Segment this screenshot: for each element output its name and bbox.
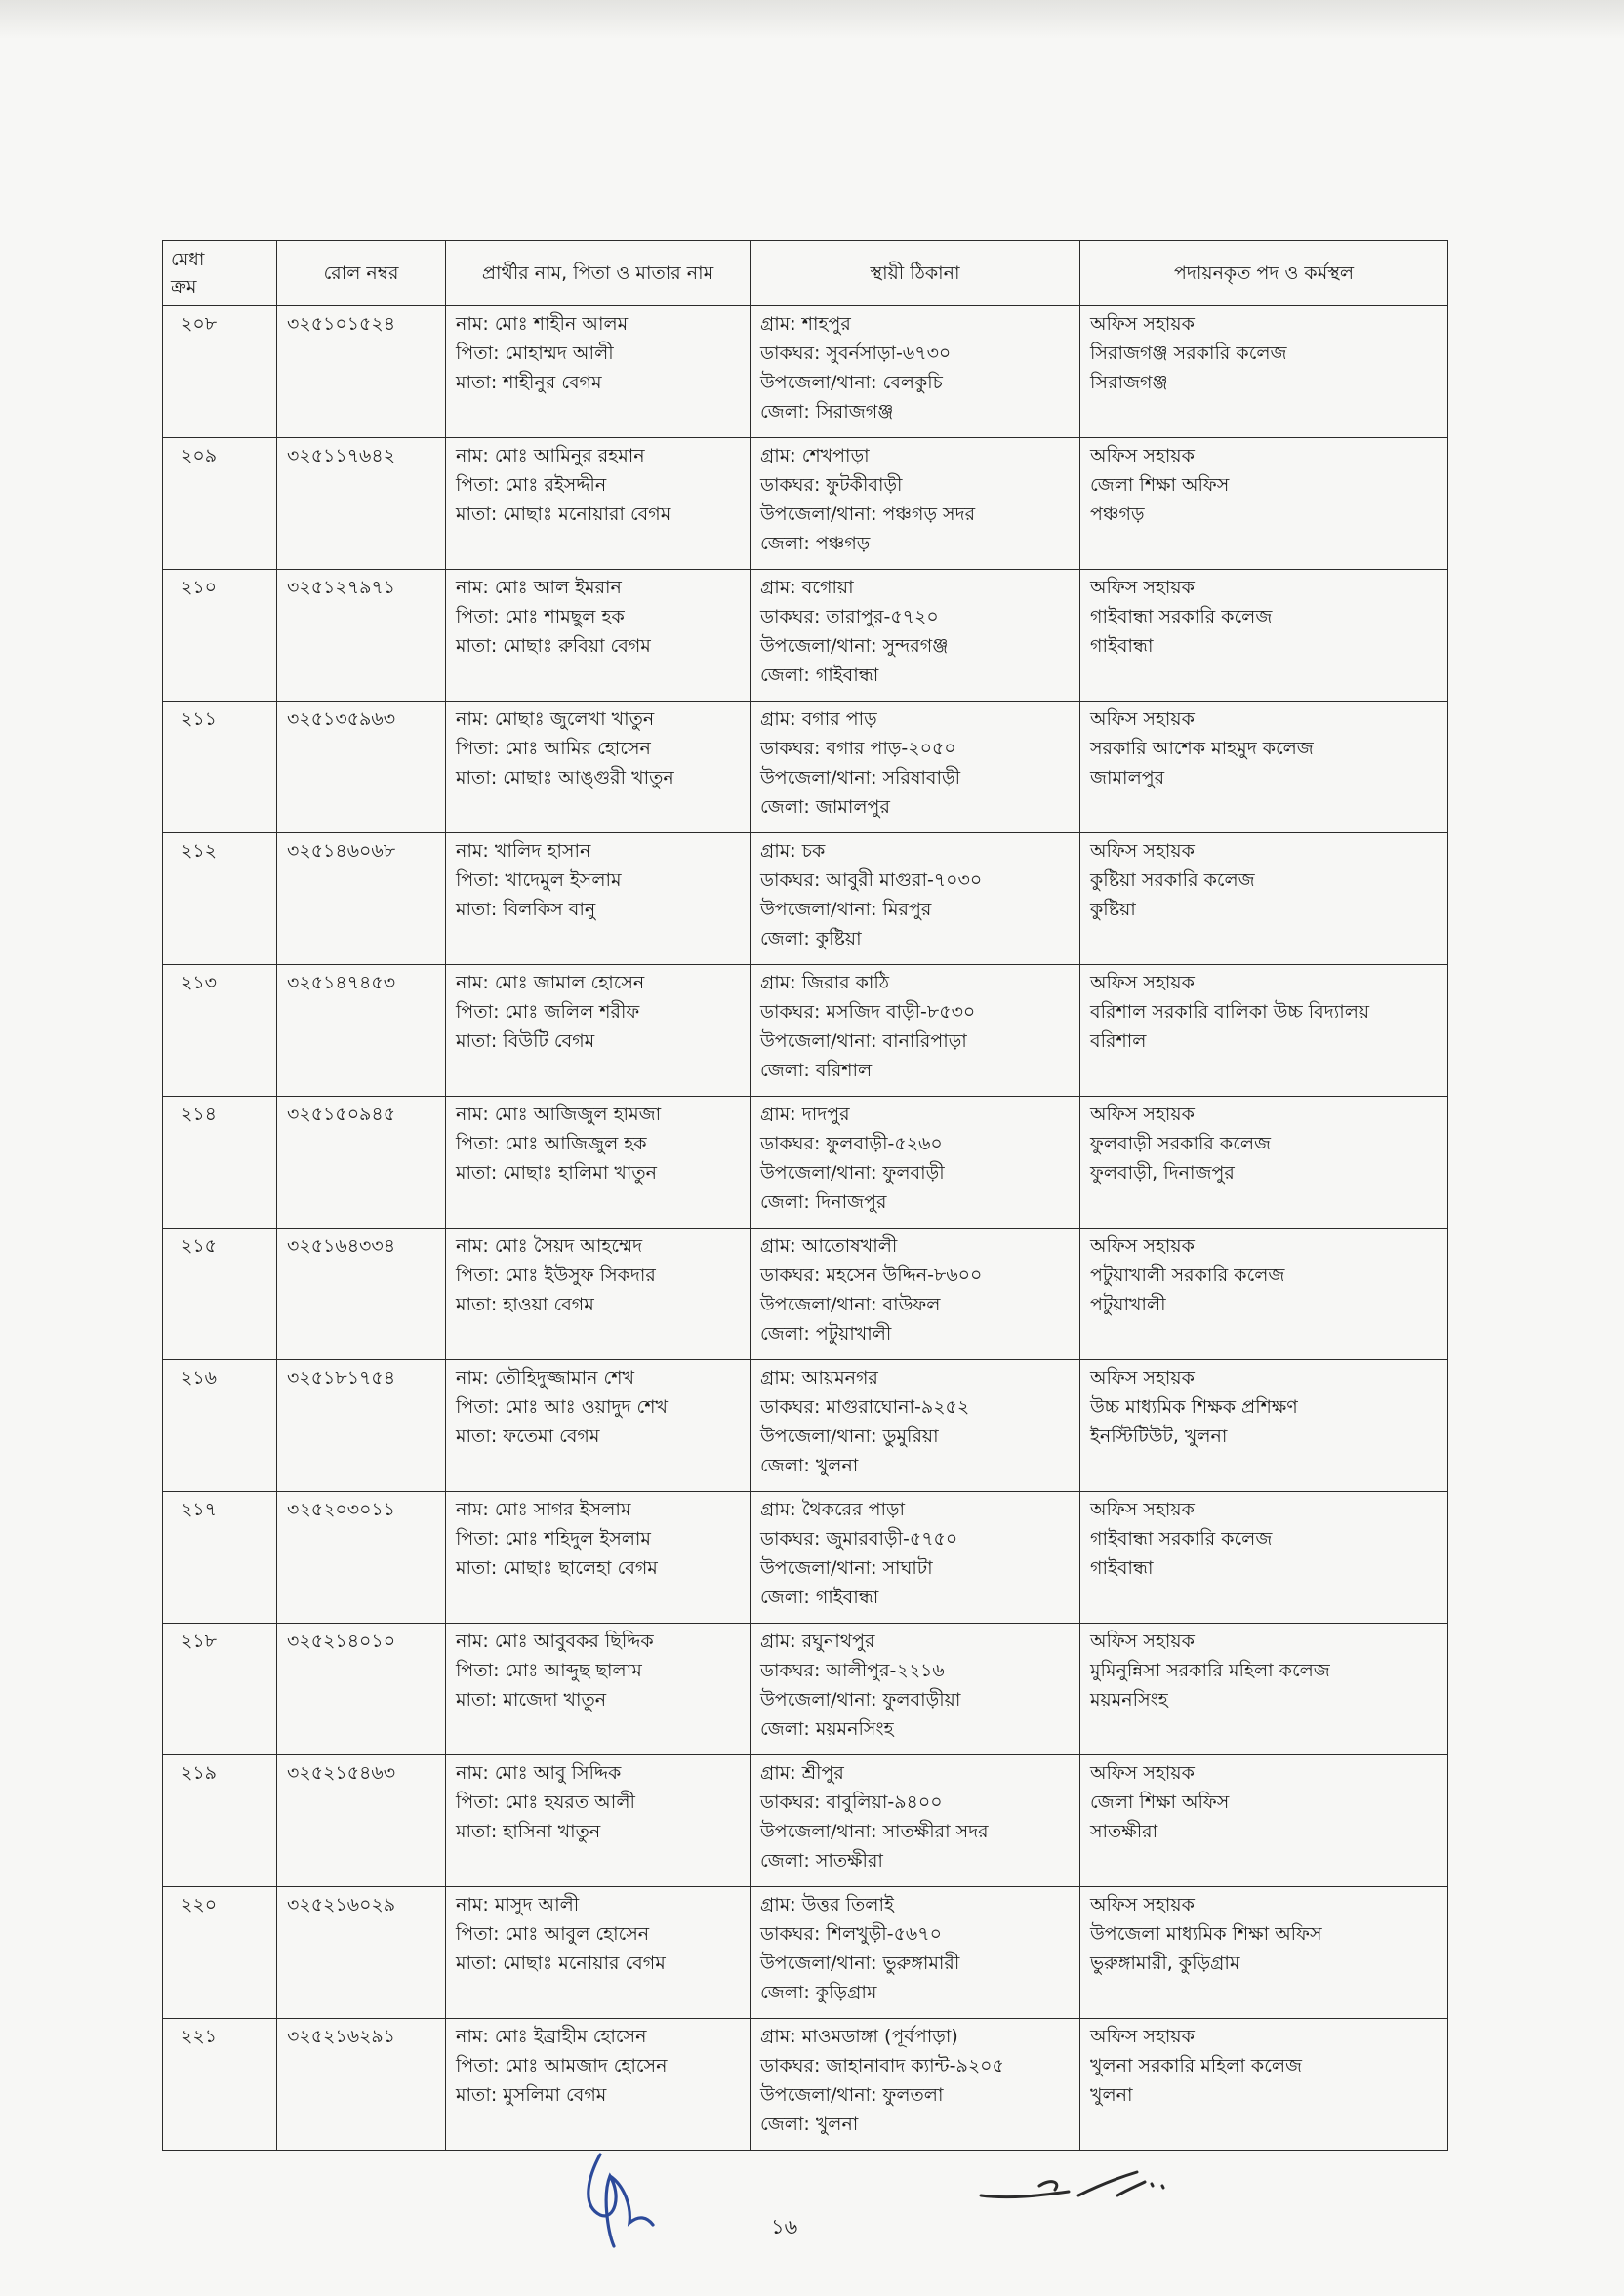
address-upazila: উপজেলা/থানা: পঞ্চগড় সদর — [760, 504, 976, 525]
address-district: জেলা: কুড়িগ্রাম — [760, 1982, 877, 2003]
address-village: গ্রাম: বগোয়া — [760, 577, 854, 598]
address-post-office: ডাকঘর: আলীপুর-২২১৬ — [760, 1660, 945, 1681]
roll-number: ৩২৫১২৭৯৭১ — [287, 577, 396, 598]
address-village: গ্রাম: শেখপাড়া — [760, 445, 870, 466]
roll-number: ৩২৫২১৬০২৯ — [287, 1894, 396, 1915]
signature-right — [971, 2156, 1176, 2225]
merit-cell — [163, 1755, 277, 1887]
mother-name: মাতা: ফতেমা বেগম — [456, 1426, 600, 1447]
posting-office: মুমিনুন্নিসা সরকারি মহিলা কলেজ — [1090, 1660, 1330, 1681]
posting-post: অফিস সহায়ক — [1090, 2026, 1195, 2047]
posting-location: জামালপুর — [1090, 767, 1165, 788]
candidate-cell — [446, 1755, 751, 1887]
roll-number: ৩২৫২১৫৪৬৩ — [287, 1762, 396, 1784]
roll-cell — [277, 438, 446, 570]
mother-name: মাতা: শাহীনুর বেগম — [456, 372, 602, 393]
merit-number: ২০৮ — [181, 313, 218, 335]
table-row — [163, 1097, 1448, 1229]
address-post-office: ডাকঘর: জুমারবাড়ী-৫৭৫০ — [760, 1528, 958, 1550]
roll-cell — [277, 1097, 446, 1229]
mother-name: মাতা: বিলকিস বানু — [456, 899, 596, 920]
merit-number: ২১০ — [181, 577, 218, 598]
posting-location: কুষ্টিয়া — [1090, 899, 1136, 920]
address-district: জেলা: পঞ্চগড় — [760, 533, 871, 554]
address-upazila: উপজেলা/থানা: বানারিপাড়া — [760, 1030, 967, 1052]
posting-cell — [1080, 965, 1448, 1097]
page-number: ১৬ — [771, 2215, 798, 2238]
candidate-name: নাম: মোঃ আল ইমরান — [456, 577, 622, 598]
address-village: গ্রাম: রঘুনাথপুর — [760, 1631, 875, 1652]
roll-cell — [277, 965, 446, 1097]
posting-office: কুষ্টিয়া সরকারি কলেজ — [1090, 869, 1255, 891]
address-cell — [751, 965, 1080, 1097]
header-address: স্থায়ী ঠিকানা — [751, 241, 1080, 306]
table-row — [163, 306, 1448, 438]
merit-cell — [163, 438, 277, 570]
father-name: পিতা: মোঃ আমজাদ হোসেন — [456, 2055, 668, 2076]
father-name: পিতা: মোঃ আব্দুছ ছালাম — [456, 1660, 642, 1681]
roll-cell — [277, 702, 446, 833]
address-post-office: ডাকঘর: বাবুলিয়া-৯৪০০ — [760, 1792, 943, 1813]
address-district: জেলা: ময়মনসিংহ — [760, 1718, 894, 1740]
merit-cell — [163, 570, 277, 702]
roll-cell — [277, 1360, 446, 1492]
candidate-cell — [446, 1097, 751, 1229]
merit-number: ২১২ — [181, 840, 218, 862]
merit-cell — [163, 1492, 277, 1624]
table-row — [163, 702, 1448, 833]
roll-number: ৩২৫১৮১৭৫৪ — [287, 1367, 396, 1389]
table-row — [163, 965, 1448, 1097]
address-post-office: ডাকঘর: সুবর্নসাড়া-৬৭৩০ — [760, 342, 952, 364]
merit-list-table — [162, 240, 1448, 2151]
posting-office: বরিশাল সরকারি বালিকা উচ্চ বিদ্যালয় — [1090, 1001, 1370, 1023]
candidate-cell — [446, 306, 751, 438]
address-village: গ্রাম: বগার পাড় — [760, 708, 877, 730]
candidate-name: নাম: মাসুদ আলী — [456, 1894, 580, 1915]
address-district: জেলা: সাতক্ষীরা — [760, 1850, 883, 1872]
address-district: জেলা: গাইবান্ধা — [760, 665, 879, 686]
candidate-name: নাম: মোঃ আবু সিদ্দিক — [456, 1762, 622, 1784]
posting-cell — [1080, 2019, 1448, 2151]
merit-cell — [163, 702, 277, 833]
candidate-name: নাম: মোঃ ইব্রাহীম হোসেন — [456, 2026, 647, 2047]
candidate-name: নাম: মোঃ শাহীন আলম — [456, 313, 629, 335]
roll-number: ৩২৫১৫০৯৪৫ — [287, 1104, 396, 1125]
roll-number: ৩২৫২১৪০১০ — [287, 1631, 396, 1652]
roll-cell — [277, 1887, 446, 2019]
merit-cell — [163, 306, 277, 438]
header-merit: মেধা ক্রম — [163, 241, 277, 306]
address-village: গ্রাম: শ্রীপুর — [760, 1762, 844, 1784]
posting-post: অফিস সহায়ক — [1090, 708, 1195, 730]
posting-office: জেলা শিক্ষা অফিস — [1090, 1792, 1230, 1813]
address-post-office: ডাকঘর: আবুরী মাগুরা-৭০৩০ — [760, 869, 983, 891]
mother-name: মাতা: মাজেদা খাতুন — [456, 1689, 607, 1711]
table-row — [163, 2019, 1448, 2151]
merit-number: ২১৯ — [181, 1762, 218, 1784]
candidate-name: নাম: মোঃ আবুবকর ছিদ্দিক — [456, 1631, 654, 1652]
merit-number: ২১৬ — [181, 1367, 218, 1389]
table-row — [163, 570, 1448, 702]
posting-post: অফিস সহায়ক — [1090, 1235, 1195, 1257]
header-posting: পদায়নকৃত পদ ও কর্মস্থল — [1080, 241, 1448, 306]
posting-cell — [1080, 1624, 1448, 1755]
father-name: পিতা: মোঃ হযরত আলী — [456, 1792, 635, 1813]
posting-cell — [1080, 1097, 1448, 1229]
father-name: পিতা: মোঃ আমির হোসেন — [456, 738, 651, 759]
merit-cell — [163, 1360, 277, 1492]
father-name: পিতা: মোহাম্মদ আলী — [456, 342, 614, 364]
candidate-cell — [446, 1624, 751, 1755]
address-post-office: ডাকঘর: বগার পাড়-২০৫০ — [760, 738, 956, 759]
candidate-cell — [446, 1492, 751, 1624]
posting-office: সরকারি আশেক মাহমুদ কলেজ — [1090, 738, 1314, 759]
address-upazila: উপজেলা/থানা: মিরপুর — [760, 899, 932, 920]
table-row — [163, 1887, 1448, 2019]
address-cell — [751, 2019, 1080, 2151]
posting-location: খুলনা — [1090, 2084, 1133, 2106]
address-cell — [751, 1887, 1080, 2019]
candidate-cell — [446, 702, 751, 833]
mother-name: মাতা: হাসিনা খাতুন — [456, 1821, 601, 1842]
roll-cell — [277, 833, 446, 965]
mother-name: মাতা: হাওয়া বেগম — [456, 1294, 594, 1315]
roll-cell — [277, 1492, 446, 1624]
address-post-office: ডাকঘর: মাগুরাঘোনা-৯২৫২ — [760, 1396, 970, 1418]
merit-number: ২২১ — [181, 2026, 218, 2047]
candidate-name: নাম: তৌহিদুজ্জামান শেখ — [456, 1367, 634, 1389]
father-name: পিতা: মোঃ জলিল শরীফ — [456, 1001, 640, 1023]
table-row — [163, 1624, 1448, 1755]
roll-number: ৩২৫১৬৪৩৩৪ — [287, 1235, 396, 1257]
posting-office: উচ্চ মাধ্যমিক শিক্ষক প্রশিক্ষণ — [1090, 1396, 1298, 1418]
address-district: জেলা: সিরাজগঞ্জ — [760, 401, 894, 423]
address-village: গ্রাম: চক — [760, 840, 826, 862]
posting-location: ফুলবাড়ী, দিনাজপুর — [1090, 1162, 1235, 1184]
candidate-cell — [446, 1360, 751, 1492]
table-row — [163, 833, 1448, 965]
address-village: গ্রাম: আতোষখালী — [760, 1235, 898, 1257]
address-district: জেলা: খুলনা — [760, 2114, 859, 2135]
table-body — [163, 306, 1448, 2151]
posting-location: বরিশাল — [1090, 1030, 1147, 1052]
address-village: গ্রাম: আয়মনগর — [760, 1367, 878, 1389]
father-name: পিতা: খাদেমুল ইসলাম — [456, 869, 622, 891]
candidate-cell — [446, 1887, 751, 2019]
address-village: গ্রাম: শাহপুর — [760, 313, 851, 335]
posting-cell — [1080, 306, 1448, 438]
candidate-cell — [446, 965, 751, 1097]
father-name: পিতা: মোঃ আজিজুল হক — [456, 1133, 647, 1154]
roll-number: ৩২৫১১৭৬৪২ — [287, 445, 396, 466]
address-post-office: ডাকঘর: মহসেন উদ্দিন-৮৬০০ — [760, 1265, 983, 1286]
address-upazila: উপজেলা/থানা: সুন্দরগঞ্জ — [760, 635, 949, 657]
posting-location: সিরাজগঞ্জ — [1090, 372, 1168, 393]
address-cell — [751, 1360, 1080, 1492]
roll-number: ৩২৫১৪৬০৬৮ — [287, 840, 396, 862]
address-cell — [751, 702, 1080, 833]
candidate-name: নাম: খালিদ হাসান — [456, 840, 591, 862]
address-post-office: ডাকঘর: মসজিদ বাড়ী-৮৫৩০ — [760, 1001, 976, 1023]
posting-location: পঞ্চগড় — [1090, 504, 1145, 525]
address-cell — [751, 1624, 1080, 1755]
candidate-cell — [446, 2019, 751, 2151]
father-name: পিতা: মোঃ রইসদ্দীন — [456, 474, 607, 496]
roll-cell — [277, 1624, 446, 1755]
address-village: গ্রাম: থৈকরের পাড়া — [760, 1499, 906, 1520]
address-district: জেলা: খুলনা — [760, 1455, 859, 1476]
address-district: জেলা: কুষ্টিয়া — [760, 928, 862, 949]
posting-cell — [1080, 1492, 1448, 1624]
roll-number: ৩২৫১০১৫২৪ — [287, 313, 396, 335]
posting-post: অফিস সহায়ক — [1090, 1499, 1195, 1520]
merit-cell — [163, 833, 277, 965]
address-upazila: উপজেলা/থানা: ফুলবাড়ী — [760, 1162, 945, 1184]
posting-office: ফুলবাড়ী সরকারি কলেজ — [1090, 1133, 1271, 1154]
merit-number: ২১৮ — [181, 1631, 218, 1652]
merit-number: ২১৩ — [181, 972, 218, 993]
posting-location: সাতক্ষীরা — [1090, 1821, 1158, 1842]
address-village: গ্রাম: মাওমডাঙ্গা (পূর্বপাড়া) — [760, 2026, 958, 2047]
posting-post: অফিস সহায়ক — [1090, 1104, 1195, 1125]
address-village: গ্রাম: দাদপুর — [760, 1104, 850, 1125]
table-row — [163, 1360, 1448, 1492]
father-name: পিতা: মোঃ আবুল হোসেন — [456, 1923, 650, 1945]
merit-cell — [163, 1097, 277, 1229]
posting-office: সিরাজগঞ্জ সরকারি কলেজ — [1090, 342, 1287, 364]
merit-number: ২১৭ — [181, 1499, 218, 1520]
candidate-name: নাম: মোঃ আমিনুর রহমান — [456, 445, 645, 466]
posting-office: গাইবান্ধা সরকারি কলেজ — [1090, 606, 1273, 627]
posting-office: গাইবান্ধা সরকারি কলেজ — [1090, 1528, 1273, 1550]
candidate-cell — [446, 570, 751, 702]
father-name: পিতা: মোঃ ইউসুফ সিকদার — [456, 1265, 656, 1286]
address-post-office: ডাকঘর: শিলখুড়ী-৫৬৭০ — [760, 1923, 942, 1945]
merit-number: ২২০ — [181, 1894, 218, 1915]
posting-cell — [1080, 1755, 1448, 1887]
address-post-office: ডাকঘর: ফুলবাড়ী-৫২৬০ — [760, 1133, 943, 1154]
address-district: জেলা: বরিশাল — [760, 1060, 873, 1081]
mother-name: মাতা: মোছাঃ আঙ্গুরী খাতুন — [456, 767, 674, 788]
roll-number: ৩২৫১৪৭৪৫৩ — [287, 972, 396, 993]
roll-cell — [277, 1229, 446, 1360]
address-cell — [751, 1097, 1080, 1229]
candidate-cell — [446, 1229, 751, 1360]
address-cell — [751, 1492, 1080, 1624]
merit-number: ২১৫ — [181, 1235, 218, 1257]
address-upazila: উপজেলা/থানা: ফুলবাড়ীয়া — [760, 1689, 961, 1711]
posting-office: উপজেলা মাধ্যমিক শিক্ষা অফিস — [1090, 1923, 1322, 1945]
roll-number: ৩২৫২০৩০১১ — [287, 1499, 396, 1520]
merit-cell — [163, 2019, 277, 2151]
address-upazila: উপজেলা/থানা: ফুলতলা — [760, 2084, 944, 2106]
header-roll: রোল নম্বর — [277, 241, 446, 306]
posting-office: জেলা শিক্ষা অফিস — [1090, 474, 1230, 496]
address-upazila: উপজেলা/থানা: সরিষাবাড়ী — [760, 767, 961, 788]
posting-location: গাইবান্ধা — [1090, 635, 1154, 657]
mother-name: মাতা: মোছাঃ মনোয়ার বেগম — [456, 1953, 666, 1974]
address-district: জেলা: জামালপুর — [760, 796, 890, 818]
posting-post: অফিস সহায়ক — [1090, 1762, 1195, 1784]
posting-office: খুলনা সরকারি মহিলা কলেজ — [1090, 2055, 1303, 2076]
posting-location: ভুরুঙ্গামারী, কুড়িগ্রাম — [1090, 1953, 1240, 1974]
posting-post: অফিস সহায়ক — [1090, 840, 1195, 862]
mother-name: মাতা: মোছাঃ রুবিয়া বেগম — [456, 635, 651, 657]
candidate-name: নাম: মোছাঃ জুলেখা খাতুন — [456, 708, 655, 730]
address-cell — [751, 1229, 1080, 1360]
table-row — [163, 1229, 1448, 1360]
posting-office: পটুয়াখালী সরকারি কলেজ — [1090, 1265, 1285, 1286]
address-upazila: উপজেলা/থানা: বেলকুচি — [760, 372, 943, 393]
candidate-name: নাম: মোঃ সৈয়দ আহম্মেদ — [456, 1235, 643, 1257]
posting-post: অফিস সহায়ক — [1090, 1631, 1195, 1652]
address-village: গ্রাম: উত্তর তিলাই — [760, 1894, 894, 1915]
signature-left — [571, 2147, 678, 2254]
roll-number: ৩২৫১৩৫৯৬৩ — [287, 708, 396, 730]
posting-cell — [1080, 570, 1448, 702]
mother-name: মাতা: বিউটি বেগম — [456, 1030, 595, 1052]
address-district: জেলা: পটুয়াখালী — [760, 1323, 892, 1345]
address-district: জেলা: গাইবান্ধা — [760, 1587, 879, 1608]
table-header-row — [163, 241, 1448, 306]
posting-post: অফিস সহায়ক — [1090, 445, 1195, 466]
candidate-name: নাম: মোঃ জামাল হোসেন — [456, 972, 645, 993]
posting-cell — [1080, 833, 1448, 965]
table-row — [163, 1492, 1448, 1624]
merit-cell — [163, 1624, 277, 1755]
mother-name: মাতা: মোছাঃ মনোয়ারা বেগম — [456, 504, 671, 525]
posting-cell — [1080, 1887, 1448, 2019]
posting-location: ইনস্টিটিউট, খুলনা — [1090, 1426, 1228, 1447]
father-name: পিতা: মোঃ আঃ ওয়াদুদ শেখ — [456, 1396, 668, 1418]
candidate-cell — [446, 833, 751, 965]
address-upazila: উপজেলা/থানা: সাতক্ষীরা সদর — [760, 1821, 989, 1842]
address-cell — [751, 438, 1080, 570]
roll-number: ৩২৫২১৬২৯১ — [287, 2026, 396, 2047]
posting-post: অফিস সহায়ক — [1090, 313, 1195, 335]
scan-edge-shadow — [0, 0, 1624, 39]
posting-post: অফিস সহায়ক — [1090, 577, 1195, 598]
merit-cell — [163, 1229, 277, 1360]
mother-name: মাতা: মুসলিমা বেগম — [456, 2084, 607, 2106]
address-post-office: ডাকঘর: তারাপুর-৫৭২০ — [760, 606, 939, 627]
posting-cell — [1080, 1360, 1448, 1492]
address-cell — [751, 570, 1080, 702]
posting-post: অফিস সহায়ক — [1090, 1894, 1195, 1915]
address-district: জেলা: দিনাজপুর — [760, 1191, 887, 1213]
address-cell — [751, 833, 1080, 965]
mother-name: মাতা: মোছাঃ ছালেহা বেগম — [456, 1557, 658, 1579]
address-cell — [751, 306, 1080, 438]
mother-name: মাতা: মোছাঃ হালিমা খাতুন — [456, 1162, 657, 1184]
table-row — [163, 1755, 1448, 1887]
address-cell — [751, 1755, 1080, 1887]
candidate-name: নাম: মোঃ আজিজুল হামজা — [456, 1104, 662, 1125]
merit-cell — [163, 1887, 277, 2019]
posting-location: গাইবান্ধা — [1090, 1557, 1154, 1579]
posting-post: অফিস সহায়ক — [1090, 972, 1195, 993]
address-upazila: উপজেলা/থানা: সাঘাটা — [760, 1557, 933, 1579]
posting-cell — [1080, 702, 1448, 833]
address-post-office: ডাকঘর: জাহানাবাদ ক্যান্ট-৯২০৫ — [760, 2055, 1004, 2076]
posting-cell — [1080, 1229, 1448, 1360]
posting-cell — [1080, 438, 1448, 570]
roll-cell — [277, 570, 446, 702]
roll-cell — [277, 2019, 446, 2151]
father-name: পিতা: মোঃ শামছুল হক — [456, 606, 625, 627]
address-upazila: উপজেলা/থানা: ডুমুরিয়া — [760, 1426, 939, 1447]
address-upazila: উপজেলা/থানা: বাউফল — [760, 1294, 941, 1315]
address-village: গ্রাম: জিরার কাঠি — [760, 972, 890, 993]
merit-number: ২১৪ — [181, 1104, 218, 1125]
roll-cell — [277, 1755, 446, 1887]
header-name: প্রার্থীর নাম, পিতা ও মাতার নাম — [446, 241, 751, 306]
posting-post: অফিস সহায়ক — [1090, 1367, 1195, 1389]
address-post-office: ডাকঘর: ফুটকীবাড়ী — [760, 474, 903, 496]
candidate-name: নাম: মোঃ সাগর ইসলাম — [456, 1499, 631, 1520]
father-name: পিতা: মোঃ শহিদুল ইসলাম — [456, 1528, 651, 1550]
merit-number: ২১১ — [181, 708, 218, 730]
merit-number: ২০৯ — [181, 445, 218, 466]
candidate-cell — [446, 438, 751, 570]
posting-location: পটুয়াখালী — [1090, 1294, 1166, 1315]
address-upazila: উপজেলা/থানা: ভুরুঙ্গামারী — [760, 1953, 960, 1974]
roll-cell — [277, 306, 446, 438]
merit-cell — [163, 965, 277, 1097]
posting-location: ময়মনসিংহ — [1090, 1689, 1168, 1711]
table-row — [163, 438, 1448, 570]
